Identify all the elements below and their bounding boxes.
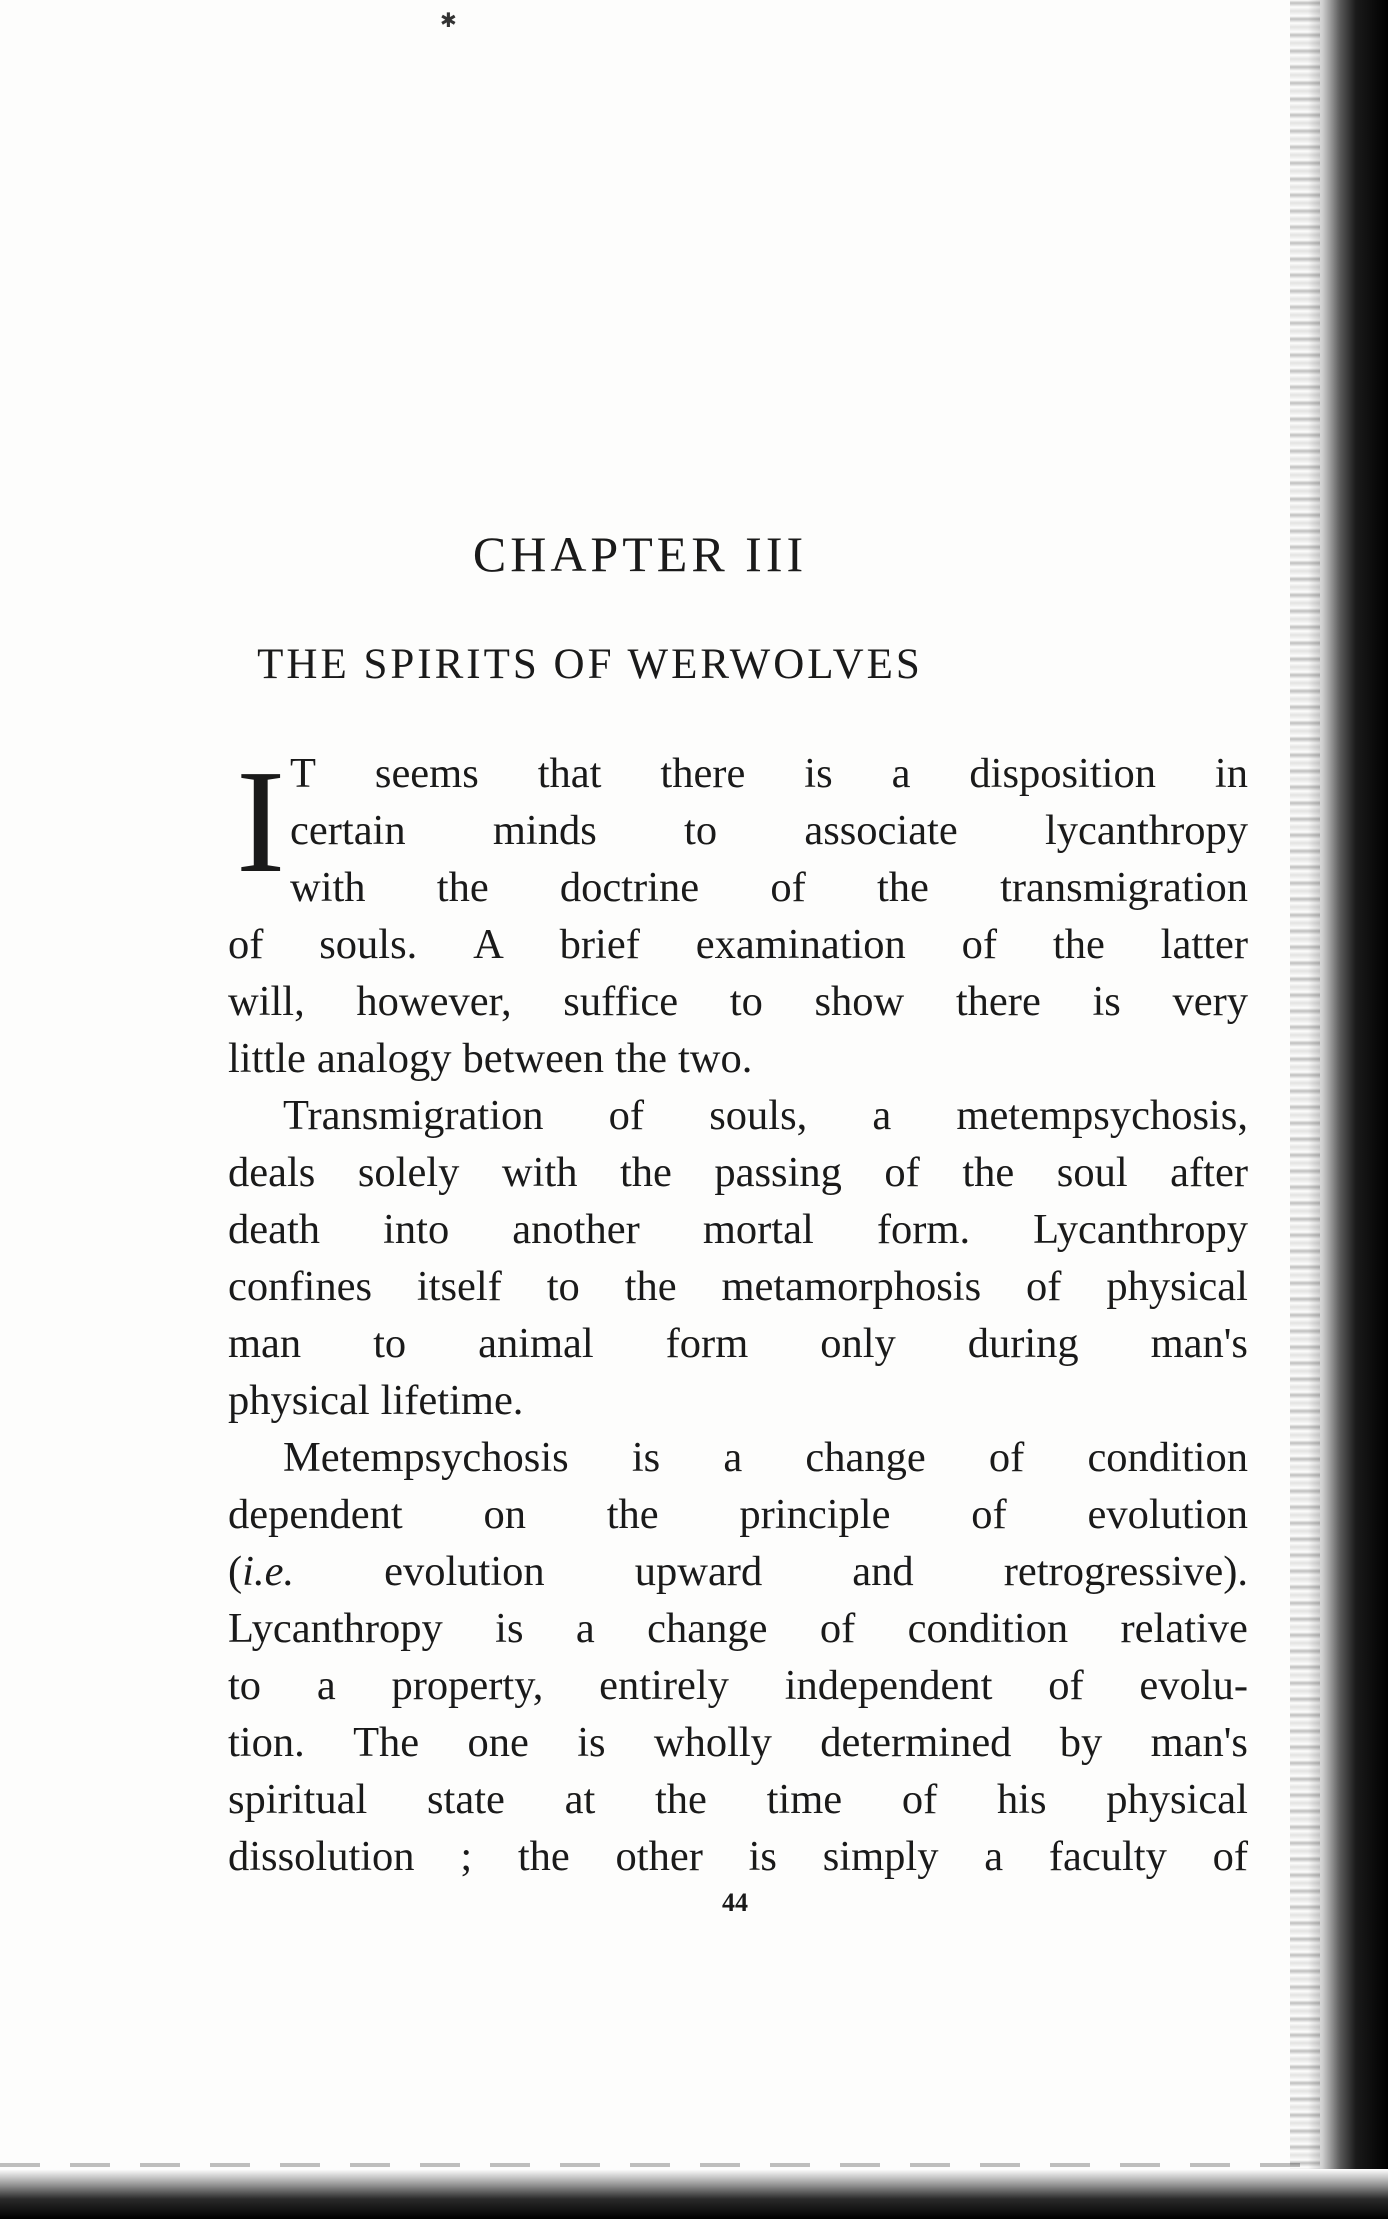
word: death bbox=[228, 1206, 321, 1253]
word: latter bbox=[1160, 921, 1248, 968]
word: of bbox=[1212, 1833, 1248, 1880]
word: a bbox=[723, 1434, 743, 1481]
text-line bbox=[228, 859, 1248, 916]
word: during bbox=[967, 1320, 1079, 1367]
word: of bbox=[1026, 1263, 1062, 1310]
word: his bbox=[996, 1776, 1047, 1823]
word: is bbox=[495, 1605, 524, 1652]
word: upward bbox=[634, 1548, 763, 1595]
word: entirely bbox=[599, 1662, 729, 1709]
word: another bbox=[512, 1206, 640, 1253]
word: lycanthropy bbox=[1044, 807, 1248, 854]
word: certain bbox=[290, 807, 406, 854]
word: to bbox=[729, 978, 763, 1025]
word: the bbox=[619, 1149, 672, 1196]
chapter-heading: CHAPTER III bbox=[472, 526, 808, 582]
word: very bbox=[1172, 978, 1248, 1025]
word: transmigration bbox=[1000, 864, 1248, 911]
chapter-subtitle: THE SPIRITS OF WERWOLVES bbox=[257, 641, 923, 688]
word: and bbox=[852, 1548, 914, 1595]
drop-cap: I bbox=[236, 740, 286, 904]
word: that bbox=[537, 750, 602, 797]
word: will, bbox=[228, 978, 305, 1025]
word: time bbox=[766, 1776, 843, 1823]
word: animal bbox=[478, 1320, 594, 1367]
word: evolution bbox=[1087, 1491, 1248, 1538]
word: the bbox=[615, 1035, 667, 1082]
word: a bbox=[872, 1092, 892, 1139]
word: the bbox=[624, 1263, 677, 1310]
word: change bbox=[805, 1434, 926, 1481]
word: independent bbox=[784, 1662, 993, 1709]
word: analogy bbox=[316, 1035, 452, 1082]
word: the bbox=[606, 1491, 659, 1538]
text-line bbox=[228, 973, 1248, 1030]
word: is bbox=[748, 1833, 777, 1880]
word: of bbox=[961, 921, 998, 968]
word: of bbox=[770, 864, 806, 911]
text-line bbox=[228, 1201, 1248, 1258]
text-line bbox=[228, 1429, 1248, 1486]
word: to bbox=[228, 1662, 262, 1709]
text-line bbox=[228, 802, 1248, 859]
text-line bbox=[228, 1771, 1248, 1828]
word: mortal bbox=[702, 1206, 814, 1253]
word: spiritual bbox=[228, 1776, 368, 1823]
word: property, bbox=[391, 1662, 544, 1709]
word: dissolution bbox=[228, 1833, 415, 1880]
text-line bbox=[228, 1144, 1248, 1201]
word: seems bbox=[374, 750, 479, 797]
word: condition bbox=[1087, 1434, 1248, 1481]
word: of bbox=[608, 1092, 645, 1139]
word: of bbox=[228, 921, 264, 968]
word: the bbox=[1052, 921, 1105, 968]
text-line bbox=[228, 1087, 1248, 1144]
word: to bbox=[373, 1320, 407, 1367]
text-line bbox=[228, 1486, 1248, 1543]
word: the bbox=[654, 1776, 707, 1823]
word: a bbox=[316, 1662, 336, 1709]
word: associate bbox=[804, 807, 958, 854]
word: man's bbox=[1150, 1719, 1248, 1766]
scan-bottom-band bbox=[0, 2169, 1388, 2219]
word: deals bbox=[228, 1149, 316, 1196]
word: into bbox=[383, 1206, 450, 1253]
word: a bbox=[891, 750, 911, 797]
word: to bbox=[684, 807, 718, 854]
word: (i.e. bbox=[228, 1548, 295, 1595]
word: man bbox=[228, 1320, 302, 1367]
scan-edge-speckle bbox=[1290, 0, 1320, 2219]
word: after bbox=[1170, 1149, 1248, 1196]
word: itself bbox=[416, 1263, 502, 1310]
text-line bbox=[228, 1600, 1248, 1657]
word: of bbox=[884, 1149, 920, 1196]
word: man's bbox=[1150, 1320, 1248, 1367]
word: is bbox=[1092, 978, 1121, 1025]
word: suffice bbox=[563, 978, 679, 1025]
word: Transmigration bbox=[283, 1092, 544, 1139]
word: relative bbox=[1120, 1605, 1248, 1652]
word: of bbox=[819, 1605, 856, 1652]
scan-dark-edge bbox=[1308, 0, 1388, 2219]
word: lifetime. bbox=[380, 1377, 524, 1424]
word: The bbox=[353, 1719, 420, 1766]
word: doctrine bbox=[559, 864, 700, 911]
word: of bbox=[901, 1776, 938, 1823]
text-line bbox=[228, 1258, 1248, 1315]
word: of bbox=[1048, 1662, 1084, 1709]
word: to bbox=[546, 1263, 580, 1310]
page-number: 44 bbox=[722, 1888, 748, 1917]
word: is bbox=[631, 1434, 661, 1481]
word: souls. bbox=[319, 921, 418, 968]
word: wholly bbox=[653, 1719, 772, 1766]
word: metempsychosis, bbox=[956, 1092, 1248, 1139]
word: is bbox=[577, 1719, 606, 1766]
word: confines bbox=[228, 1263, 372, 1310]
word: retrogressive). bbox=[1003, 1548, 1248, 1595]
text-line bbox=[228, 1372, 1248, 1429]
word: determined bbox=[820, 1719, 1012, 1766]
word: two. bbox=[677, 1035, 753, 1082]
word: however, bbox=[356, 978, 512, 1025]
word: evolu- bbox=[1139, 1662, 1248, 1709]
word: passing bbox=[714, 1149, 842, 1196]
word: other bbox=[615, 1833, 703, 1880]
paragraph-2 bbox=[228, 1087, 1248, 1429]
word: there bbox=[660, 750, 746, 797]
text-line bbox=[228, 1030, 1248, 1087]
word: souls, bbox=[709, 1092, 808, 1139]
word: dependent bbox=[228, 1491, 403, 1538]
word: state bbox=[427, 1776, 505, 1823]
word: T bbox=[290, 750, 316, 797]
scan-speck-mark: ✱ bbox=[440, 10, 457, 32]
word: between bbox=[462, 1035, 605, 1082]
text-line bbox=[228, 1543, 1248, 1600]
text-line bbox=[228, 1657, 1248, 1714]
scan-streak bbox=[0, 2163, 1300, 2167]
word: principle bbox=[739, 1491, 891, 1538]
text-line bbox=[228, 916, 1248, 973]
word: disposition bbox=[969, 750, 1156, 797]
word: change bbox=[647, 1605, 768, 1652]
word: metamorphosis bbox=[721, 1263, 982, 1310]
word: brief bbox=[559, 921, 640, 968]
word: the bbox=[517, 1833, 570, 1880]
word: simply bbox=[822, 1833, 939, 1880]
word: evolution bbox=[384, 1548, 545, 1595]
word: little bbox=[228, 1035, 306, 1082]
word: at bbox=[564, 1776, 596, 1823]
word: physical bbox=[1106, 1263, 1248, 1310]
word: there bbox=[955, 978, 1041, 1025]
body-text bbox=[228, 740, 1248, 1885]
word: only bbox=[820, 1320, 896, 1367]
word: with bbox=[290, 864, 366, 911]
word: the bbox=[876, 864, 929, 911]
text-line bbox=[228, 745, 1248, 802]
text-line bbox=[228, 1315, 1248, 1372]
text-line bbox=[228, 1828, 1248, 1885]
word: show bbox=[814, 978, 905, 1025]
word: form bbox=[665, 1320, 749, 1367]
word: the bbox=[436, 864, 489, 911]
word: by bbox=[1059, 1719, 1103, 1766]
word: with bbox=[501, 1149, 578, 1196]
paragraph-1-lines bbox=[228, 740, 1248, 1087]
word: of bbox=[988, 1434, 1025, 1481]
word: ; bbox=[460, 1833, 473, 1880]
paragraph-1 bbox=[228, 740, 1248, 1087]
paragraph-3 bbox=[228, 1429, 1248, 1885]
word: a bbox=[984, 1833, 1004, 1880]
word: in bbox=[1214, 750, 1248, 797]
word: physical bbox=[1106, 1776, 1248, 1823]
word: is bbox=[804, 750, 833, 797]
word: Lycanthropy bbox=[1033, 1206, 1248, 1253]
word: form. bbox=[876, 1206, 971, 1253]
word: of bbox=[971, 1491, 1007, 1538]
word: Lycanthropy bbox=[228, 1605, 443, 1652]
word: one bbox=[467, 1719, 529, 1766]
word: minds bbox=[492, 807, 597, 854]
word: condition bbox=[907, 1605, 1069, 1652]
word: on bbox=[483, 1491, 526, 1538]
word: Metempsychosis bbox=[283, 1434, 569, 1481]
word: A bbox=[473, 921, 504, 968]
text-line bbox=[228, 1714, 1248, 1771]
word: the bbox=[962, 1149, 1015, 1196]
word: examination bbox=[695, 921, 906, 968]
word: a bbox=[575, 1605, 595, 1652]
word: faculty bbox=[1048, 1833, 1167, 1880]
word: physical bbox=[228, 1377, 370, 1424]
word: solely bbox=[357, 1149, 460, 1196]
word: soul bbox=[1056, 1149, 1128, 1196]
word: tion. bbox=[228, 1719, 305, 1766]
